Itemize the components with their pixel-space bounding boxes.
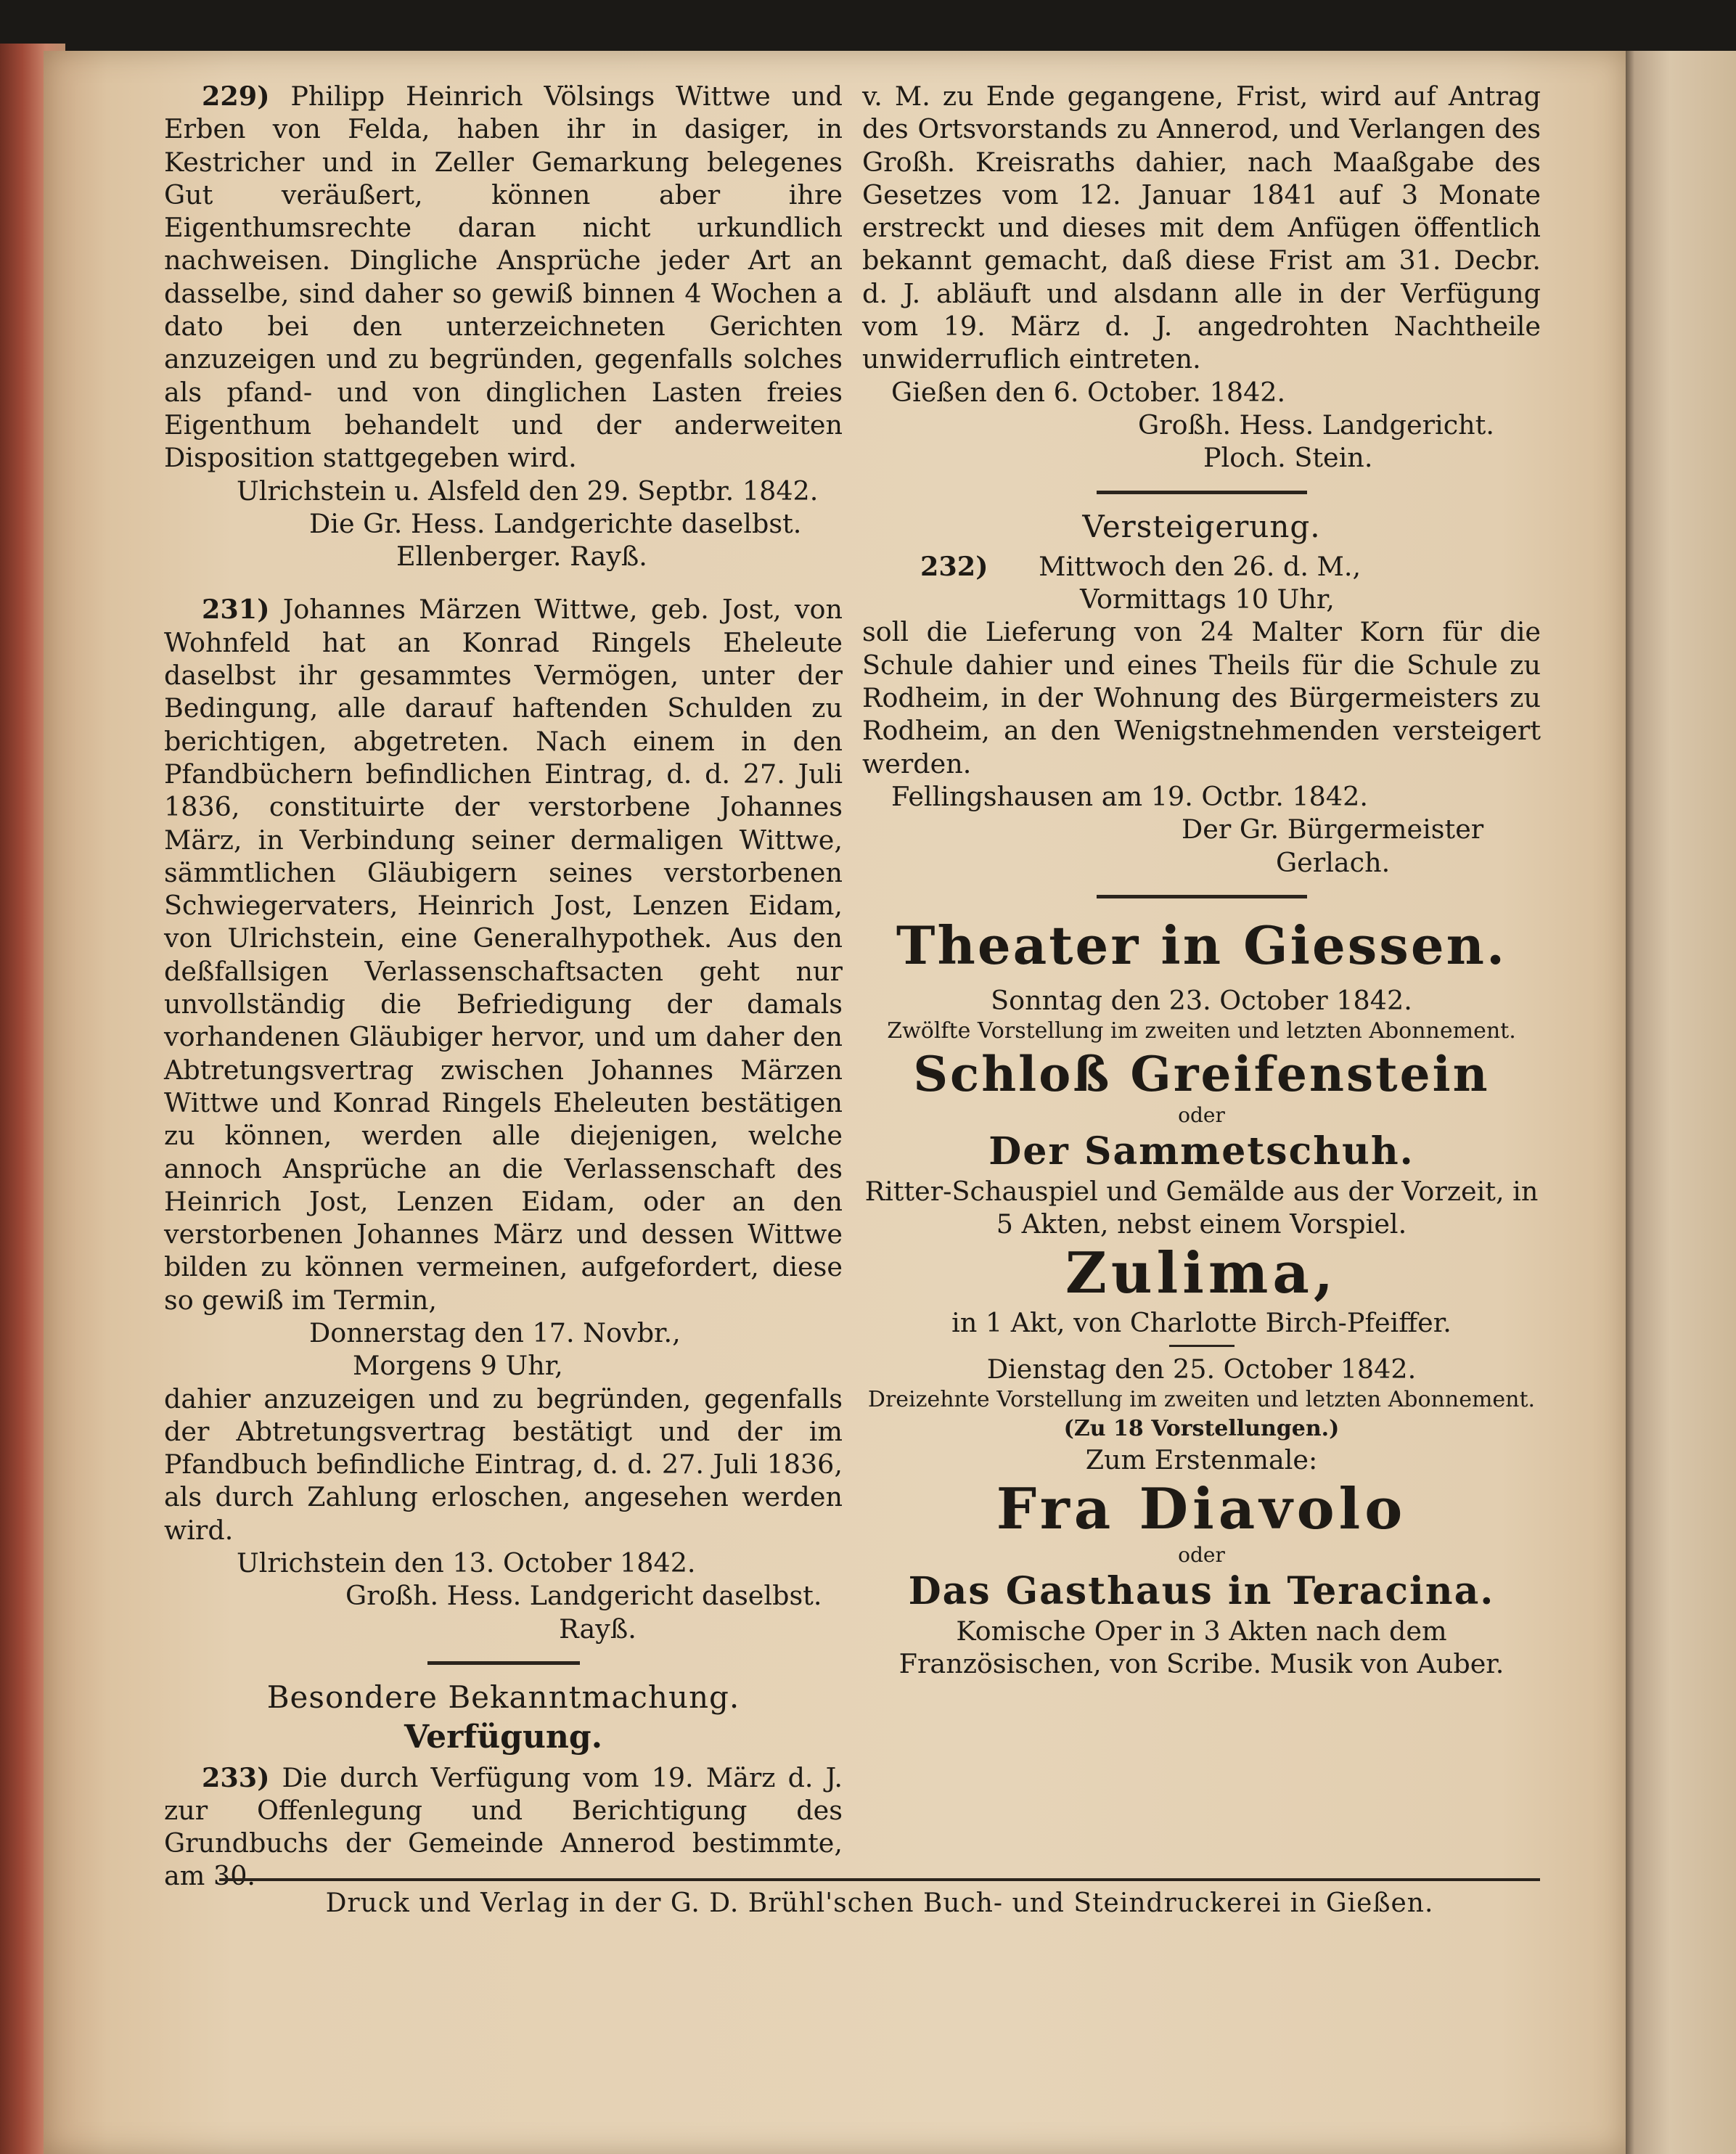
notice-231-body xyxy=(164,593,843,1316)
show2-date: Dienstag den 25. October 1842. xyxy=(986,1354,1417,1385)
play3-description: Komische Oper in 3 Akten nach dem Französischen, von Scribe. Musik von Auber. xyxy=(898,1615,1504,1679)
show2-count: (Zu 18 Vorstellungen.) xyxy=(1063,1416,1340,1442)
scan-top-background xyxy=(0,0,1736,51)
left-column xyxy=(164,80,843,1893)
notice-229-number: 229) xyxy=(202,81,270,112)
notice-232 xyxy=(862,550,1541,879)
notice-229-text: Philipp Heinrich Völsings Wittwe und Erben von Felda, haben ihr in dasiger, in Kestricher und in Zeller Gemarkung belegenes Gut veräußert, können aber ihre Eigenthumsrechte daran nicht urkundlich nachweisen. Dingliche Ansprüche jeder Art an dasselbe, sind daher so gewiß binnen 4 Wochen a dato bei den unterzeichneten Gerichten anzuzeigen und zu begründen, gegenfalls solches als pfand- und von dinglichen Lasten freies Eigenthum behandelt und der anderweiten Disposition stattgegeben wird. xyxy=(164,81,843,474)
show1-date: Sonntag den 23. October 1842. xyxy=(991,984,1412,1016)
notice-232-time: Vormittags 10 Uhr, xyxy=(1080,583,1335,615)
notice-231-number: 231) xyxy=(202,594,270,626)
verfuegung-heading: Verfügung. xyxy=(404,1719,603,1756)
notice-229-place-date: Ulrichstein u. Alsfeld den 29. Septbr. 1842. xyxy=(237,475,819,507)
imprint-footer: Druck und Verlag in der G. D. Brühl'schen Buch- und Steindruckerei in Gießen. xyxy=(325,1888,1434,1918)
play2-title: Zulima, xyxy=(1065,1240,1338,1306)
notice-233-court: Großh. Hess. Landgericht. xyxy=(1138,409,1494,441)
notice-232-day-line xyxy=(862,550,1541,583)
play3-subtitle: Das Gasthaus in Teracina. xyxy=(908,1568,1495,1613)
special-announcement-heading: Besondere Bekanntmachung. xyxy=(266,1679,740,1715)
right-column xyxy=(862,80,1541,1680)
section-divider xyxy=(427,1661,580,1665)
play3-oder: oder xyxy=(1178,1542,1225,1567)
notice-231-term-time: Morgens 9 Uhr, xyxy=(353,1350,563,1382)
play1-subtitle: Der Sammetschuh. xyxy=(988,1129,1414,1174)
notice-232-number: 232) xyxy=(920,550,988,582)
notice-231-term-day: Donnerstag den 17. Novbr., xyxy=(309,1316,681,1348)
notice-231-place-date: Ulrichstein den 13. October 1842. xyxy=(237,1547,696,1579)
section-divider xyxy=(1097,491,1307,494)
theater-title: Theater in Giessen. xyxy=(896,914,1507,976)
notice-231-text1: Johannes Märzen Wittwe, geb. Jost, von Wohnfeld hat an Konrad Ringels Eheleute daselbst ihr gesammtes Vermögen, unter der Bedingung, alle darauf haftenden Schulden zu berichtigen, abgetreten. Nach einem in den Pfandbüchern befindlichen Eintrag, d. d. 27. Juli 1836, constituirte der verstorbene Johannes März, in Verbindung seiner dermaligen Wittwe, sämmtlichen Gläubigern seines verstorbenen Schwiegervaters, Heinrich Jost, Lenzen Eidam, von Ulrichstein, eine Generalhypothek. Aus den deßfallsigen Verlassenschaftsacten geht nur unvollständig die Befriedigung der damals vorhandenen Gläubiger hervor, und um daher den Abtretungsvertrag zwischen Johannes Märzen Wittwe und Konrad Ringels Eheleuten bestätigen zu können, werden alle diejenigen, welche annoch Ansprüche an die Verlassenschaft des Heinrich Jost, Lenzen Eidam, oder an den verstorbenen Johannes März und dessen Wittwe bilden zu können vermeinen, aufgefordert, diese so gewiß im Termin, xyxy=(164,594,843,1316)
section-divider xyxy=(1097,895,1307,898)
notice-232-office: Der Gr. Bürgermeister xyxy=(1182,814,1484,845)
play3-title: Fra Diavolo xyxy=(996,1475,1407,1542)
theater-announcement xyxy=(862,914,1541,1680)
notice-232-day: Mittwoch den 26. d. M., xyxy=(1039,550,1362,582)
notice-233-place-date: Gießen den 6. October. 1842. xyxy=(891,376,1286,408)
notice-233-names: Ploch. Stein. xyxy=(1203,442,1373,474)
notice-233-number: 233) xyxy=(202,1761,270,1793)
notice-233-continued xyxy=(862,80,1541,475)
play1-oder: oder xyxy=(1178,1103,1225,1128)
show1-note: Zwölfte Vorstellung im zweiten und letzten Abonnement. xyxy=(887,1018,1516,1044)
notice-232-name: Gerlach. xyxy=(1276,846,1391,878)
small-divider xyxy=(1169,1345,1235,1347)
notice-231-names: Rayß. xyxy=(559,1613,636,1645)
notice-233-text: Die durch Verfügung vom 19. März d. J. zur Offenlegung und Berichtigung des Grundbuchs der Gemeinde Annerod bestimmte, am 30. xyxy=(164,1761,843,1892)
notice-233-body xyxy=(164,1761,843,1893)
notice-229 xyxy=(164,80,843,573)
play2-description: in 1 Akt, von Charlotte Birch-Pfeiffer. xyxy=(951,1306,1452,1338)
notice-231-court: Großh. Hess. Landgericht daselbst. xyxy=(345,1580,822,1612)
notice-229-names: Ellenberger. Rayß. xyxy=(396,541,647,573)
first-time-label: Zum Erstenmale: xyxy=(1085,1444,1318,1476)
facing-page-strip xyxy=(1626,51,1736,2154)
notice-232-place-date: Fellingshausen am 19. Octbr. 1842. xyxy=(891,780,1368,812)
notice-229-body xyxy=(164,80,843,475)
play1-title: Schloß Greifenstein xyxy=(913,1046,1490,1103)
footer-divider xyxy=(219,1878,1540,1881)
show2-note: Dreizehnte Vorstellung im zweiten und letzten Abonnement. xyxy=(867,1387,1536,1413)
versteigerung-heading: Versteigerung. xyxy=(1082,508,1321,544)
notice-233 xyxy=(164,1761,843,1893)
notice-233-cont-text: v. M. zu Ende gegangene, Frist, wird auf Antrag des Ortsvorstands zu Annerod, und Verlangen des Großh. Kreisraths dahier, nach Maaßgabe des Gesetzes vom 12. Januar 1841 auf 3 Monate erstreckt und dieses mit dem Anfügen öffentlich bekannt gemacht, daß diese Frist am 31. Decbr. d. J. abläuft und alsdann alle in der Verfügung vom 19. März d. J. angedrohten Nachtheile unwiderruflich eintreten. xyxy=(862,81,1541,375)
notice-231 xyxy=(164,593,843,1645)
play1-description: Ritter-Schauspiel und Gemälde aus der Vorzeit, in 5 Akten, nebst einem Vorspiel. xyxy=(864,1176,1539,1240)
notice-232-text: soll die Lieferung von 24 Malter Korn für die Schule dahier und eines Theils für die Schule zu Rodheim, in der Wohnung des Bürgermeisters zu Rodheim, an den Wenigstnehmenden versteigert werden. xyxy=(862,616,1541,779)
notice-229-court: Die Gr. Hess. Landgerichte daselbst. xyxy=(309,507,802,539)
notice-231-text2: dahier anzuzeigen und zu begründen, gegenfalls der Abtretungsvertrag bestätigt und der im Pfandbuch befindliche Eintrag, d. d. 27. Juli 1836, als durch Zahlung erloschen, angesehen werden wird. xyxy=(164,1383,843,1546)
